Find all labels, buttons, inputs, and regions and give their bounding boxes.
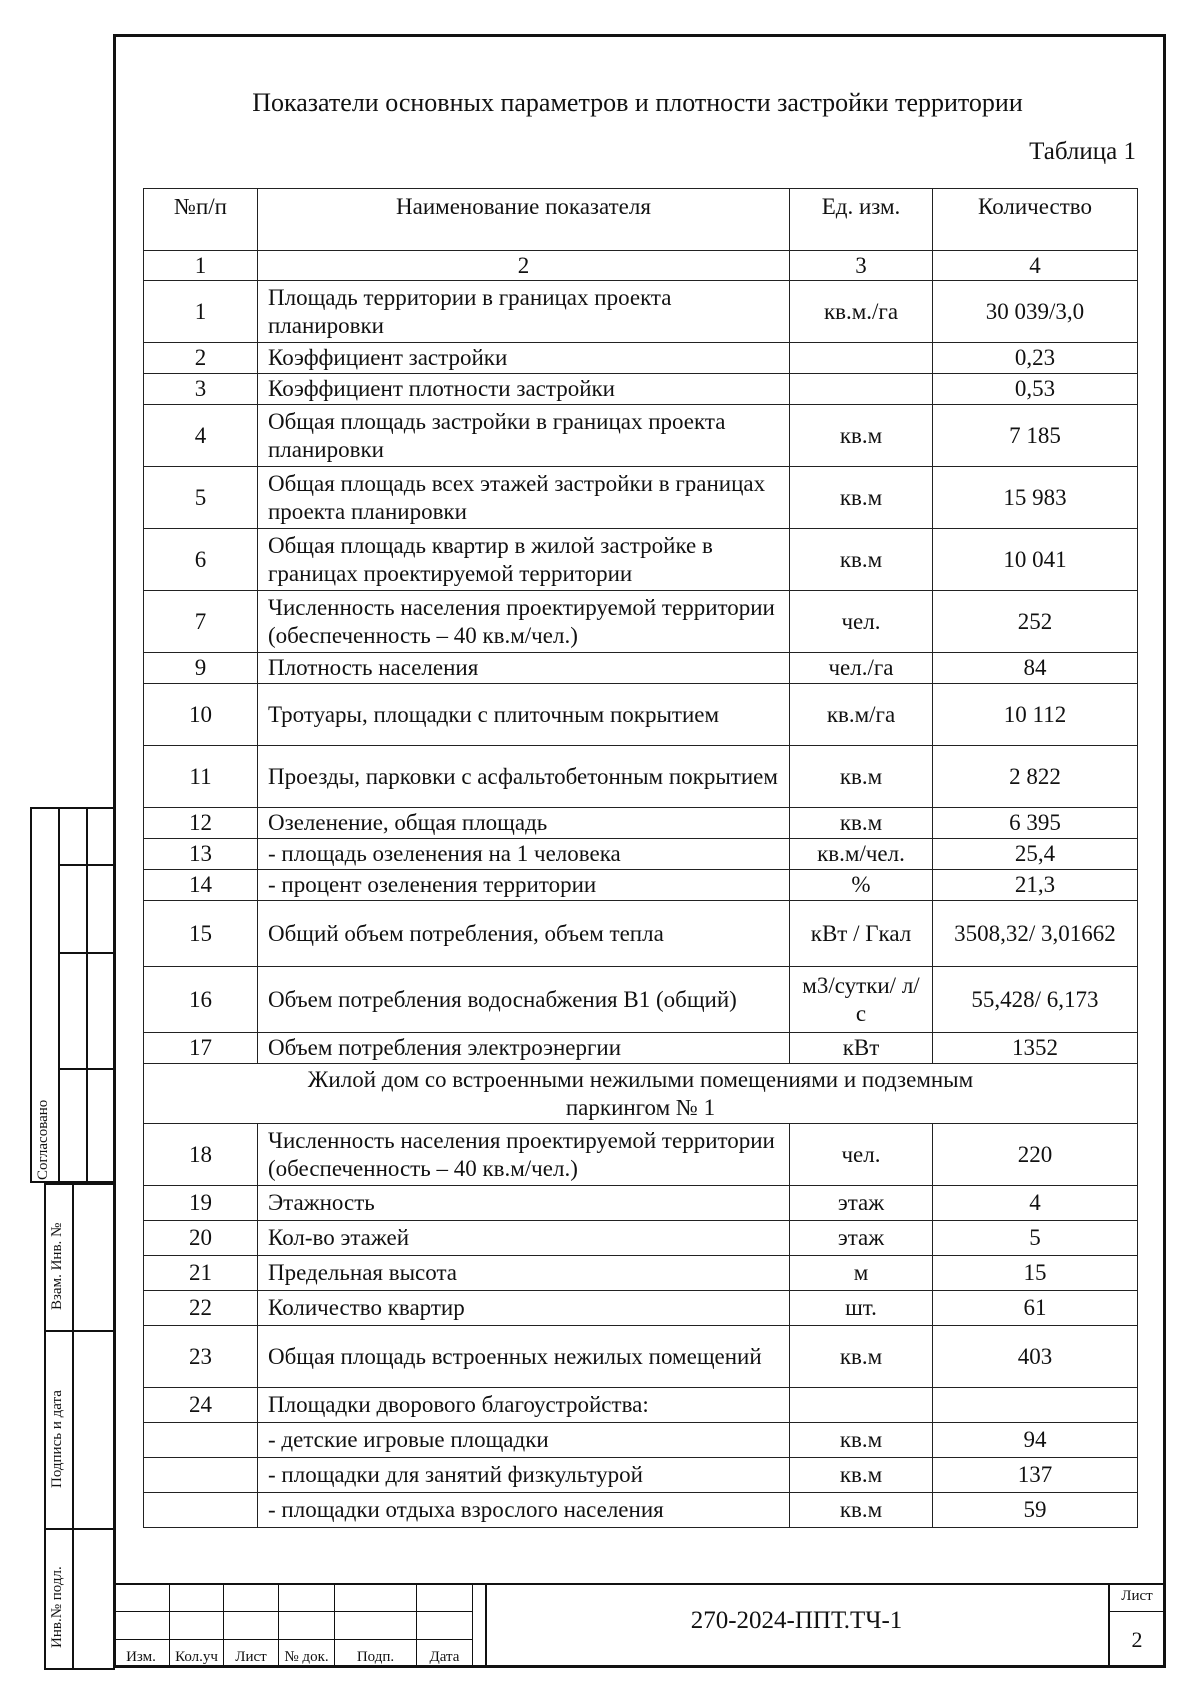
row-number: 13 (144, 839, 258, 870)
row-number: 9 (144, 653, 258, 684)
quantity-cell: 21,3 (933, 870, 1138, 901)
column-number-row (144, 251, 1138, 281)
table-row (144, 1033, 1138, 1064)
unit-cell: кв.м/чел. (790, 839, 933, 870)
table-header-row (144, 189, 1138, 251)
row-number: 4 (144, 405, 258, 467)
table-row (144, 967, 1138, 1033)
stamp-cell (417, 1583, 473, 1611)
unit-cell: кВт / Гкал (790, 901, 933, 967)
stamp-label-cell: Подп. (335, 1639, 417, 1668)
table-row (144, 281, 1138, 343)
unit-cell: м (790, 1256, 933, 1291)
section-header: Жилой дом со встроенными нежилыми помещениями и подземным паркингом № 1 (144, 1064, 1138, 1124)
unit-cell: кв.м (790, 467, 933, 529)
quantity-cell: 403 (933, 1326, 1138, 1388)
indicator-name: - площадь озеленения на 1 человека (258, 839, 790, 870)
stamp-cell (113, 1583, 170, 1611)
indicator-name: Тротуары, площадки с плиточным покрытием (258, 684, 790, 746)
stamp-label-cell: Лист (224, 1639, 279, 1668)
row-number: 20 (144, 1221, 258, 1256)
unit-cell: кв.м (790, 1493, 933, 1528)
indicators-table (143, 188, 1138, 1528)
stamp-cell (335, 1611, 417, 1639)
indicator-name: Площадь территории в границах проекта планировки (258, 281, 790, 343)
unit-cell: кв.м (790, 529, 933, 591)
unit-cell: чел. (790, 1124, 933, 1186)
indicator-name: Общая площадь квартир в жилой застройке в границах проектируемой территории (258, 529, 790, 591)
side-label-approved: Согласовано (35, 1099, 51, 1180)
quantity-cell: 61 (933, 1291, 1138, 1326)
indicator-name: Кол-во этажей (258, 1221, 790, 1256)
column-header: №п/п (144, 189, 258, 251)
unit-cell (790, 1388, 933, 1423)
table-row (144, 839, 1138, 870)
indicator-name: Этажность (258, 1186, 790, 1221)
approval-strip-cell (58, 864, 115, 954)
unit-cell: кв.м (790, 746, 933, 808)
stamp-cell (279, 1583, 335, 1611)
column-number: 1 (144, 251, 258, 281)
quantity-cell: 4 (933, 1186, 1138, 1221)
quantity-cell: 1352 (933, 1033, 1138, 1064)
side-label-replacement-inv: Взам. Инв. № (49, 1222, 65, 1310)
unit-cell (790, 374, 933, 405)
quantity-cell: 252 (933, 591, 1138, 653)
row-number: 1 (144, 281, 258, 343)
unit-cell: кв.м (790, 1458, 933, 1493)
stamp-label-cell: Кол.уч (170, 1639, 224, 1668)
side-label-original-inv: Инв.№ подл. (49, 1566, 65, 1648)
row-number: 12 (144, 808, 258, 839)
indicator-name: Коэффициент плотности застройки (258, 374, 790, 405)
indicator-name: Предельная высота (258, 1256, 790, 1291)
quantity-cell: 5 (933, 1221, 1138, 1256)
row-number: 18 (144, 1124, 258, 1186)
unit-cell: этаж (790, 1186, 933, 1221)
table-row (144, 467, 1138, 529)
unit-cell: кв.м (790, 808, 933, 839)
indicator-name: Площадки дворового благоустройства: (258, 1388, 790, 1423)
quantity-cell: 0,23 (933, 343, 1138, 374)
quantity-cell: 25,4 (933, 839, 1138, 870)
unit-cell: кВт (790, 1033, 933, 1064)
table-row (144, 374, 1138, 405)
row-number: 16 (144, 967, 258, 1033)
unit-cell: чел. (790, 591, 933, 653)
quantity-cell: 84 (933, 653, 1138, 684)
table-row (144, 653, 1138, 684)
row-number: 6 (144, 529, 258, 591)
quantity-cell: 0,53 (933, 374, 1138, 405)
indicator-name: Количество квартир (258, 1291, 790, 1326)
quantity-cell: 94 (933, 1423, 1138, 1458)
column-header: Ед. изм. (790, 189, 933, 251)
table-row (144, 1291, 1138, 1326)
quantity-cell: 3508,32/ 3,01662 (933, 901, 1138, 967)
table-row (144, 1458, 1138, 1493)
quantity-cell: 55,428/ 6,173 (933, 967, 1138, 1033)
quantity-cell: 6 395 (933, 808, 1138, 839)
quantity-cell: 137 (933, 1458, 1138, 1493)
sheet-number: 2 (1131, 1627, 1143, 1652)
indicator-name: Проезды, парковки с асфальтобетонным покрытием (258, 746, 790, 808)
table-row (144, 529, 1138, 591)
indicator-name: Плотность населения (258, 653, 790, 684)
table-label: Таблица 1 (1029, 138, 1136, 165)
stamp-cell (335, 1583, 417, 1611)
stamp-cell (170, 1583, 224, 1611)
unit-cell: этаж (790, 1221, 933, 1256)
quantity-cell: 10 041 (933, 529, 1138, 591)
sheet-label: Лист (1121, 1588, 1153, 1604)
table-row (144, 1186, 1138, 1221)
row-number: 15 (144, 901, 258, 967)
unit-cell (790, 343, 933, 374)
stamp-label-cell: Изм. (113, 1639, 170, 1668)
row-number: 14 (144, 870, 258, 901)
table-row (144, 870, 1138, 901)
side-label-signature-date: Подпись и дата (49, 1390, 65, 1488)
stamp-label-cell: № док. (279, 1639, 335, 1668)
row-number: 7 (144, 591, 258, 653)
table-row (144, 1493, 1138, 1528)
approval-strip-cell (58, 1068, 115, 1183)
unit-cell: % (790, 870, 933, 901)
row-number: 10 (144, 684, 258, 746)
row-number (144, 1423, 258, 1458)
stamp-cell (417, 1611, 473, 1639)
indicator-name: Численность населения проектируемой территории (обеспеченность – 40 кв.м/чел.) (258, 1124, 790, 1186)
unit-cell: м3/сутки/ л/с (790, 967, 933, 1033)
row-number: 2 (144, 343, 258, 374)
row-number: 24 (144, 1388, 258, 1423)
indicator-name: - процент озеленения территории (258, 870, 790, 901)
unit-cell: кв.м./га (790, 281, 933, 343)
stamp-cell (224, 1583, 279, 1611)
unit-cell: чел./га (790, 653, 933, 684)
page-title: Показатели основных параметров и плотности застройки территории (252, 88, 1023, 117)
title-block (113, 1583, 1166, 1668)
table-row (144, 1388, 1138, 1423)
table-row (144, 405, 1138, 467)
column-number: 3 (790, 251, 933, 281)
stamp-label-cell: Дата (417, 1639, 473, 1668)
table-row (144, 1124, 1138, 1186)
quantity-cell: 7 185 (933, 405, 1138, 467)
quantity-cell (933, 1388, 1138, 1423)
table-row (144, 746, 1138, 808)
quantity-cell: 2 822 (933, 746, 1138, 808)
column-number: 2 (258, 251, 790, 281)
section-header-row (144, 1064, 1138, 1124)
row-number: 22 (144, 1291, 258, 1326)
column-header: Количество (933, 189, 1138, 251)
table-row (144, 591, 1138, 653)
table-row (144, 1423, 1138, 1458)
quantity-cell: 59 (933, 1493, 1138, 1528)
quantity-cell: 15 983 (933, 467, 1138, 529)
row-number (144, 1493, 258, 1528)
row-number: 3 (144, 374, 258, 405)
row-number: 19 (144, 1186, 258, 1221)
unit-cell: кв.м/га (790, 684, 933, 746)
table-row (144, 1326, 1138, 1388)
column-number: 4 (933, 251, 1138, 281)
quantity-cell: 15 (933, 1256, 1138, 1291)
row-number: 11 (144, 746, 258, 808)
row-number: 23 (144, 1326, 258, 1388)
indicator-name: - площадки для занятий физкультурой (258, 1458, 790, 1493)
indicator-name: Общий объем потребления, объем тепла (258, 901, 790, 967)
table-row (144, 343, 1138, 374)
stamp-cell (279, 1611, 335, 1639)
table-row (144, 1256, 1138, 1291)
indicator-name: Численность населения проектируемой территории (обеспеченность – 40 кв.м/чел.) (258, 591, 790, 653)
indicator-name: Озеленение, общая площадь (258, 808, 790, 839)
stamp-cell (113, 1611, 170, 1639)
indicator-name: - детские игровые площадки (258, 1423, 790, 1458)
table-row (144, 1221, 1138, 1256)
unit-cell: кв.м (790, 1326, 933, 1388)
table-row (144, 684, 1138, 746)
stamp-cell (224, 1611, 279, 1639)
indicator-name: Общая площадь встроенных нежилых помещений (258, 1326, 790, 1388)
row-number (144, 1458, 258, 1493)
indicator-name: Общая площадь всех этажей застройки в границах проекта планировки (258, 467, 790, 529)
indicator-name: Объем потребления электроэнергии (258, 1033, 790, 1064)
quantity-cell: 220 (933, 1124, 1138, 1186)
unit-cell: кв.м (790, 1423, 933, 1458)
row-number: 21 (144, 1256, 258, 1291)
table-row (144, 901, 1138, 967)
row-number: 5 (144, 467, 258, 529)
table-row (144, 808, 1138, 839)
quantity-cell: 30 039/3,0 (933, 281, 1138, 343)
indicator-name: Коэффициент застройки (258, 343, 790, 374)
document-code: 270-2024-ППТ.ТЧ-1 (690, 1607, 903, 1634)
quantity-cell: 10 112 (933, 684, 1138, 746)
unit-cell: кв.м (790, 405, 933, 467)
row-number: 17 (144, 1033, 258, 1064)
unit-cell: шт. (790, 1291, 933, 1326)
indicator-name: - площадки отдыха взрослого населения (258, 1493, 790, 1528)
indicator-name: Общая площадь застройки в границах проекта планировки (258, 405, 790, 467)
stamp-cell (170, 1611, 224, 1639)
indicator-name: Объем потребления водоснабжения В1 (общий) (258, 967, 790, 1033)
column-header: Наименование показателя (258, 189, 790, 251)
